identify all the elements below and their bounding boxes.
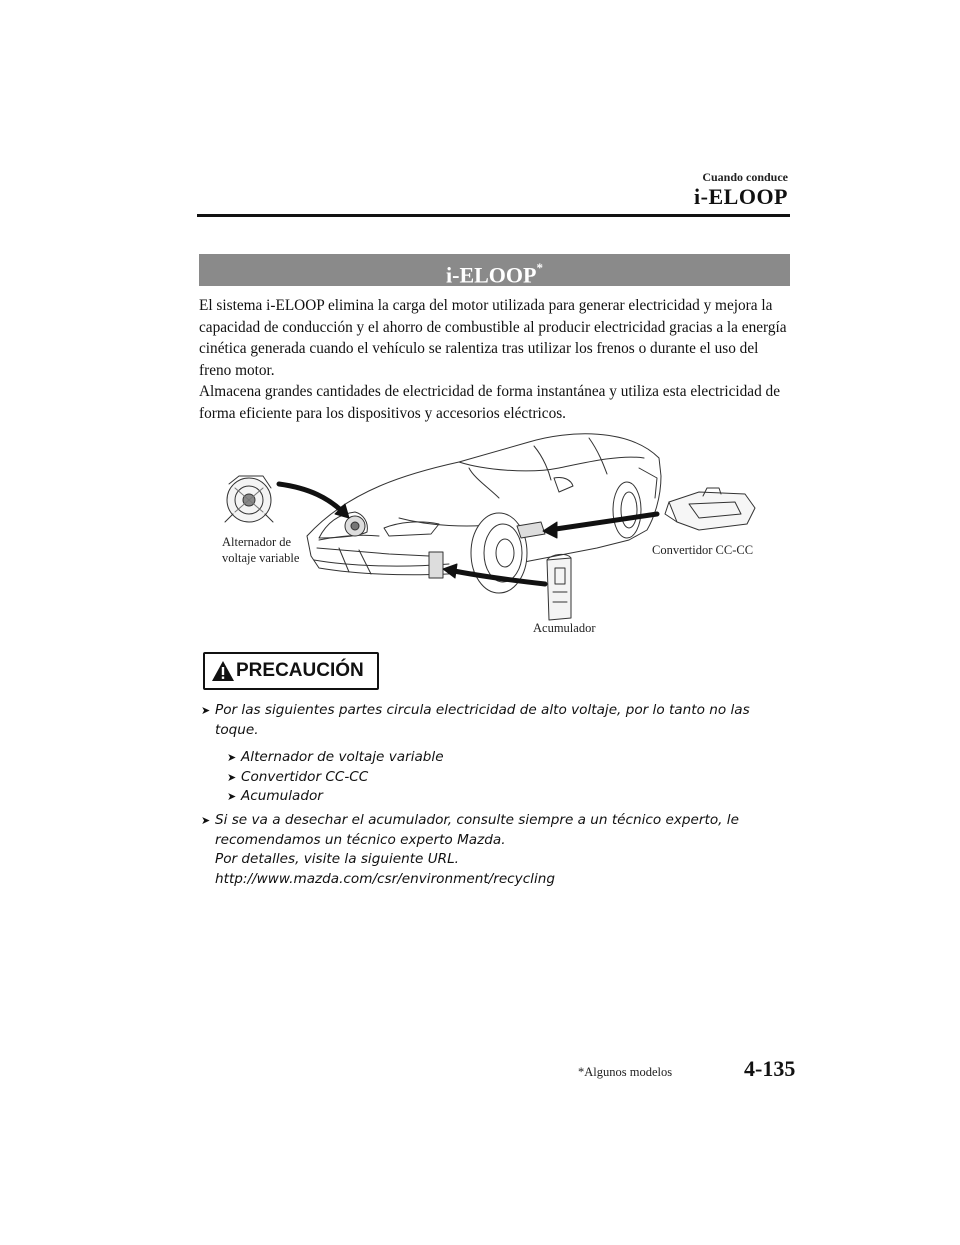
arrow-bullet-icon: ➤ — [201, 704, 211, 717]
alternator-illustration — [225, 476, 273, 522]
caution-item — [201, 701, 791, 807]
list-item-text: Acumulador — [241, 788, 323, 805]
dc-dc-converter-illustration — [665, 488, 755, 530]
intro-paragraph-1: El sistema i-ELOOP elimina la carga del motor utilizada para generar electricidad y mejora la capacidad de conducción y el ahorro de combustible al producir electricidad gracias a la energía cinética generada cuando el vehículo se ralentiza tras utilizar los frenos o durante el uso del freno motor. — [199, 297, 787, 379]
arrow-bullet-icon: ➤ — [227, 770, 237, 784]
caution-item — [201, 811, 791, 889]
arrow-bullet-icon: ➤ — [227, 790, 237, 804]
section-title-banner — [199, 254, 790, 286]
list-item-text: Alternador de voltaje variable — [241, 749, 444, 766]
warning-triangle-icon — [211, 660, 235, 682]
car-illustration — [307, 434, 661, 593]
running-header-title: i-ELOOP — [694, 184, 788, 209]
caution-item-text: Por las siguientes partes circula electricidad de alto voltaje, por lo tanto no las toque. — [215, 702, 750, 738]
car-component-diagram — [199, 418, 791, 640]
label-accumulator: Acumulador — [533, 621, 596, 635]
component-illustration — [199, 418, 791, 640]
high-voltage-parts-list — [215, 748, 791, 807]
caution-item-text: Por detalles, visite la siguiente URL. — [215, 851, 460, 868]
caution-heading — [203, 652, 379, 690]
page-number: 4-135 — [744, 1056, 796, 1081]
caution-label: PRECAUCIÓN — [236, 660, 364, 681]
running-header-section: Cuando conduce — [702, 170, 788, 184]
recycling-url: http://www.mazda.com/csr/environment/recycling — [215, 870, 555, 887]
label-alternator: Alternador de voltaje variable — [222, 535, 300, 565]
list-item — [227, 748, 791, 768]
list-item — [227, 768, 791, 788]
caution-item-text: Si se va a desechar el acumulador, consulte siempre a un técnico experto, le recomendamos un técnico experto Mazda. — [215, 811, 739, 848]
intro-text — [199, 295, 791, 425]
label-dc-dc-converter: Convertidor CC-CC — [652, 543, 754, 557]
list-item-text: Convertidor CC-CC — [241, 768, 369, 785]
section-title: i-ELOOP — [446, 262, 537, 288]
some-models-marker: * — [536, 260, 543, 275]
intro-paragraph-2: Almacena grandes cantidades de electricidad de forma instantánea y utiliza esta electricidad de forma eficiente para los dispositivos y accesorios eléctricos. — [199, 383, 780, 422]
list-item — [227, 787, 791, 807]
caution-list — [201, 697, 791, 889]
footnote-some-models: *Algunos modelos — [578, 1065, 673, 1079]
header-rule — [197, 214, 790, 217]
rear-wheel — [613, 482, 641, 538]
accumulator-illustration — [547, 554, 571, 620]
arrow-bullet-icon: ➤ — [201, 813, 211, 827]
arrow-bullet-icon: ➤ — [227, 751, 237, 765]
alternator-in-engine — [345, 516, 365, 536]
accumulator-in-car — [429, 552, 443, 578]
